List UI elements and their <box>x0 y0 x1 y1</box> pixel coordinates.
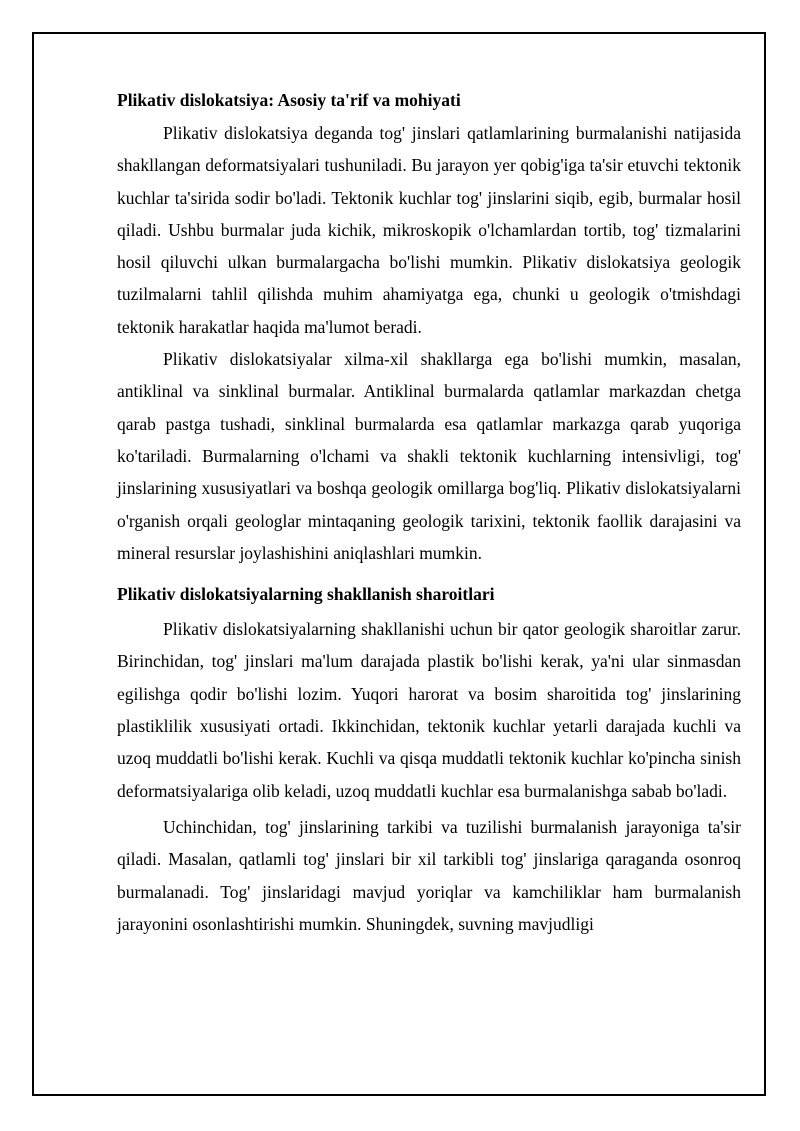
paragraph-conditions: Plikativ dislokatsiyalarning shakllanishi uchun bir qator geologik sharoitlar zarur. Birinchidan, tog' jinslari ma'lum darajada plastik bo'lishi kerak, ya'ni ular sinmasdan egilishga qodir bo'lishi lozim. Yuqori harorat va bosim sharoitida tog' jinslarining plastiklilik xususiyati ortadi. Ikkinchidan, tektonik kuchlar yetarli darajada kuchli va uzoq muddatli bo'lishi kerak. Kuchli va qisqa muddatli tektonik kuchlar ko'pincha sinish deformatsiyalariga olib keladi, uzoq muddatli kuchlar esa burmalanishga sabab bo'ladi. <box>117 619 741 801</box>
document-body <box>117 84 741 940</box>
paragraph-definition: Plikativ dislokatsiya deganda tog' jinslari qatlamlarining burmalanishi natijasida shakllangan deformatsiyalari tushuniladi. Bu jarayon yer qobig'iga ta'sir etuvchi tektonik kuchlar ta'sirida sodir bo'ladi. Tektonik kuchlar tog' jinslarini siqib, egib, burmalar hosil qiladi. Ushbu burmalar juda kichik, mikroskopik o'lchamlardan tortib, tog' tizmalarini hosil qiluvchi ulkan burmalargacha bo'lishi mumkin. Plikativ dislokatsiya geologik tuzilmalarni tahlil qilishda muhim ahamiyatga ega, chunki u geologik o'tmishdagi tektonik harakatlar haqida ma'lumot beradi. <box>117 123 741 337</box>
paragraph-rock-composition: Uchinchidan, tog' jinslarining tarkibi va tuzilishi burmalanish jarayoniga ta'sir qiladi. Masalan, qatlamli tog' jinslari bir xil tarkibli tog' jinslariga qaraganda osonroq burmalanadi. Tog' jinslaridagi mavjud yoriqlar va kamchiliklar ham burmalanish jarayonini osonlashtirishi mumkin. Shuningdek, suvning mavjudligi <box>117 816 741 934</box>
section-heading-conditions: Plikativ dislokatsiyalarning shakllanish sharoitlari <box>117 584 495 605</box>
paragraph-fold-types: Plikativ dislokatsiyalar xilma-xil shakllarga ega bo'lishi mumkin, masalan, antiklinal va sinklinal burmalar. Antiklinal burmalarda qatlamlar markazdan chetga qarab pastga tushadi, sinklinal burmalarda esa qatlamlar markazga qarab yuqoriga ko'tariladi. Burmalarning o'lchami va shakli tektonik kuchlarning intensivligi, tog' jinslarining xususiyatlari va boshqa geologik omillarga bog'liq. Plikativ dislokatsiyalarni o'rganish orqali geologlar mintaqaning geologik tarixini, tektonik faollik darajasini va mineral resurslar joylashishini aniqlashlari mumkin. <box>117 349 741 563</box>
section-heading-definition: Plikativ dislokatsiya: Asosiy ta'rif va mohiyati <box>117 90 461 110</box>
